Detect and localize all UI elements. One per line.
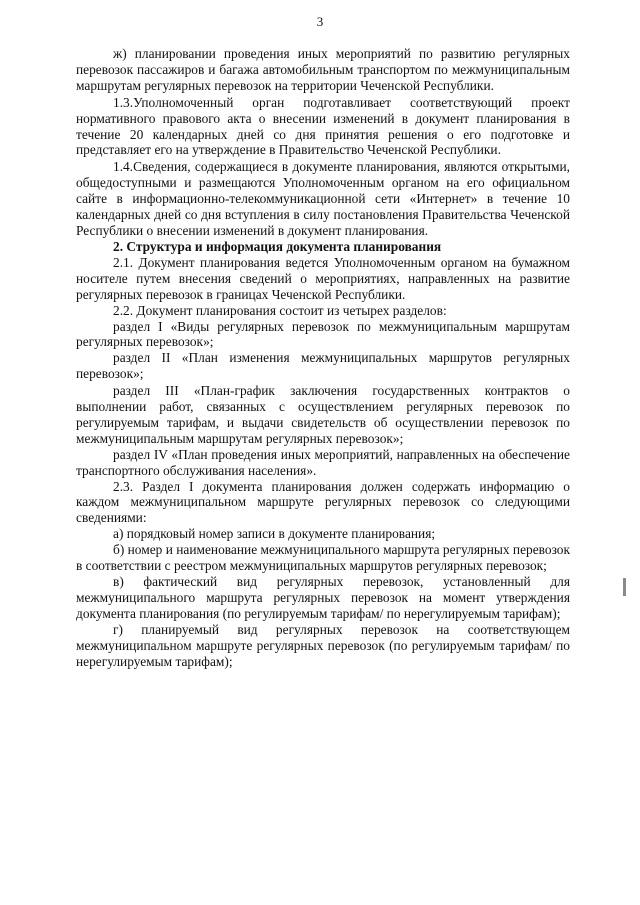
section-item-3: раздел III «План-график заключения государственных контрактов о выполнении работ, связанных с осуществлением регулярных перевозок по регулируемым тарифам, и выдачи свидетельств об осуществлении перевозок по межмуниципальным маршрутам регулярных перевозок»;	[76, 383, 570, 446]
list-item-a: а) порядковый номер записи в документе планирования;	[113, 526, 436, 542]
paragraph-1-4: 1.4.Сведения, содержащиеся в документе планирования, являются открытыми, общедоступными и размещаются Уполномоченным органом на его официальном сайте в информационно-телекоммуникационной сети «Интернет» в течение 10 календарных дней со дня вступления в силу постановления Правительства Чеченской Республики о внесении изменений в документ планирования.	[76, 159, 570, 238]
section-item-1: раздел I «Виды регулярных перевозок по межмуниципальным маршрутам регулярных перевозок»;	[76, 318, 570, 350]
page-number: 3	[316, 14, 324, 29]
paragraph-1-3: 1.3.Уполномоченный орган подготавливает соответствующий проект нормативного правового акта о внесении изменений в документ планирования в течение 20 календарных дней со дня принятия решения о его подготовке и представляет его на утверждение в Правительство Чеченской Республики.	[76, 94, 570, 158]
paragraph-zh: ж) планировании проведения иных мероприятий по развитию регулярных перевозок пассажиров и багажа автомобильным транспортом по межмуниципальным маршрутам регулярных перевозок на территории Чеченской Республики.	[76, 46, 570, 93]
list-item-g: г) планируемый вид регулярных перевозок на соответствующем межмуниципальном маршруте регулярных перевозок (по регулируемым тарифам/ по нерегулируемым тарифам);	[76, 621, 570, 669]
paragraph-2-3: 2.3. Раздел I документа планирования должен содержать информацию о каждом межмуниципальном маршруте регулярных перевозок со следующими сведениями:	[76, 478, 570, 526]
document-body	[76, 46, 570, 669]
scan-edge-mark	[623, 578, 626, 596]
section-item-2: раздел II «План изменения межмуниципальных маршрутов регулярных перевозок»;	[76, 350, 570, 382]
paragraph-2-2: 2.2. Документ планирования состоит из четырех разделов:	[113, 302, 447, 318]
list-item-b: б) номер и наименование межмуниципального маршрута регулярных перевозок в соответствии с реестром межмуниципальных маршрутов регулярных перевозок;	[76, 542, 570, 574]
section-title: 2. Структура и информация документа планирования	[113, 238, 442, 254]
section-item-4: раздел IV «План проведения иных мероприятий, направленных на обеспечение транспортного обслуживания населения».	[76, 446, 570, 478]
list-item-v: в) фактический вид регулярных перевозок, установленный для межмуниципального маршрута регулярных перевозок на момент утверждения документа планирования (по регулируемым тарифам/ по нерегулируемым тарифам);	[76, 574, 570, 621]
paragraph-2-1: 2.1. Документ планирования ведется Уполномоченным органом на бумажном носителе путем внесения сведений о мероприятиях, направленных на развитие регулярных перевозок в границах Чеченской Республики.	[76, 254, 570, 302]
